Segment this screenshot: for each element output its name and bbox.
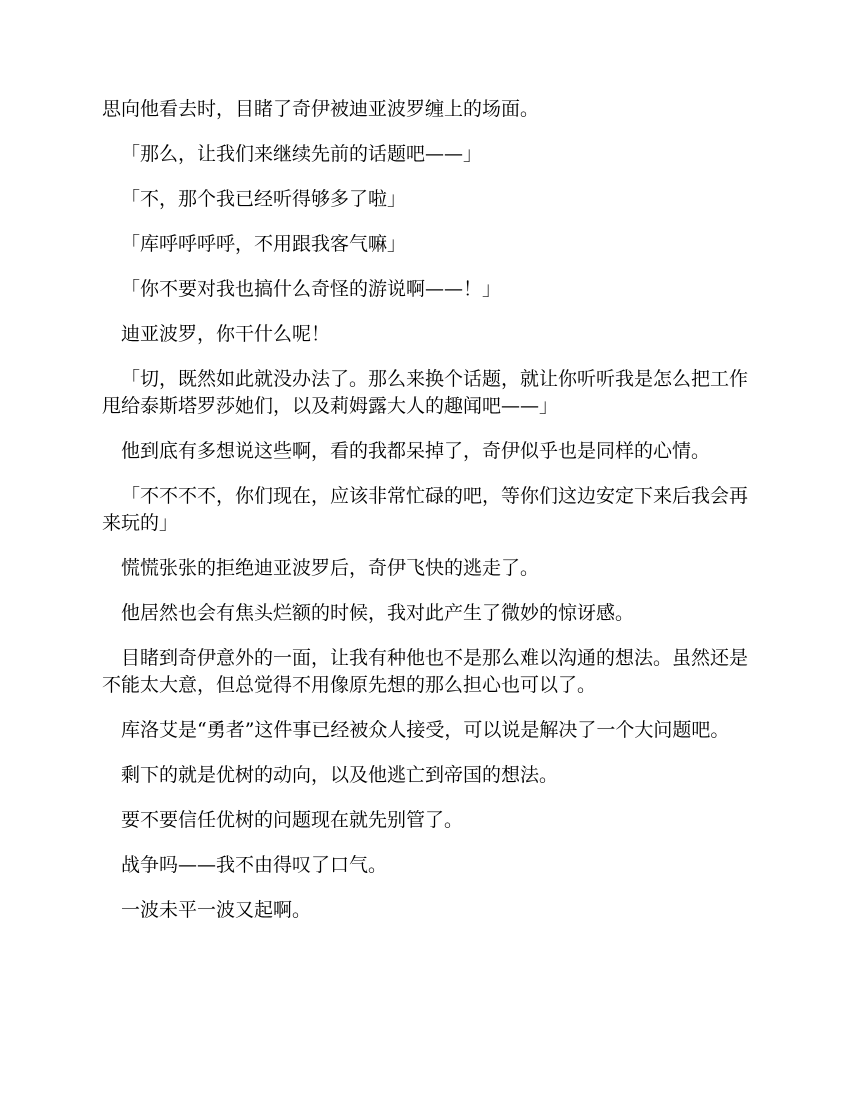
paragraph-14: 剩下的就是优树的动向，以及他逃亡到帝国的想法。 xyxy=(121,764,559,786)
paragraph-7: 「切，既然如此就没办法了。那么来换个话题，就让你听听我是怎么把工作甩给泰斯塔罗莎她们，以及莉姆露大人的趣闻吧——」 xyxy=(102,368,749,417)
paragraph-4: 「库呼呼呼呼，不用跟我客气嘛」 xyxy=(121,233,407,255)
document-page xyxy=(102,96,748,942)
paragraph-10: 慌慌张张的拒绝迪亚波罗后，奇伊飞快的逃走了。 xyxy=(121,557,540,579)
paragraph-5: 「你不要对我也搞什么奇怪的游说啊——！」 xyxy=(121,278,502,300)
paragraph-9: 「不不不不，你们现在，应该非常忙碌的吧，等你们这边安定下来后我会再来玩的」 xyxy=(102,485,749,534)
paragraph-1: 思向他看去时，目睹了奇伊被迪亚波罗缠上的场面。 xyxy=(102,98,540,120)
paragraph-8: 他到底有多想说这些啊，看的我都呆掉了，奇伊似乎也是同样的心情。 xyxy=(121,440,711,462)
paragraph-13: 库洛艾是“勇者”这件事已经被众人接受，可以说是解决了一个大问题吧。 xyxy=(121,719,730,741)
paragraph-11: 他居然也会有焦头烂额的时候，我对此产生了微妙的惊讶感。 xyxy=(121,602,635,624)
paragraph-17: 一波未平一波又起啊。 xyxy=(121,899,312,921)
paragraph-15: 要不要信任优树的问题现在就先别管了。 xyxy=(121,809,464,831)
paragraph-16: 战争吗——我不由得叹了口气。 xyxy=(121,854,388,876)
paragraph-6: 迪亚波罗，你干什么呢！ xyxy=(121,323,331,345)
paragraph-2: 「那么，让我们来继续先前的话题吧——」 xyxy=(121,143,483,165)
paragraph-3: 「不，那个我已经听得够多了啦」 xyxy=(121,188,407,210)
paragraph-12: 目睹到奇伊意外的一面，让我有种他也不是那么难以沟通的想法。虽然还是不能太大意，但总觉得不用像原先想的那么担心也可以了。 xyxy=(102,647,749,696)
